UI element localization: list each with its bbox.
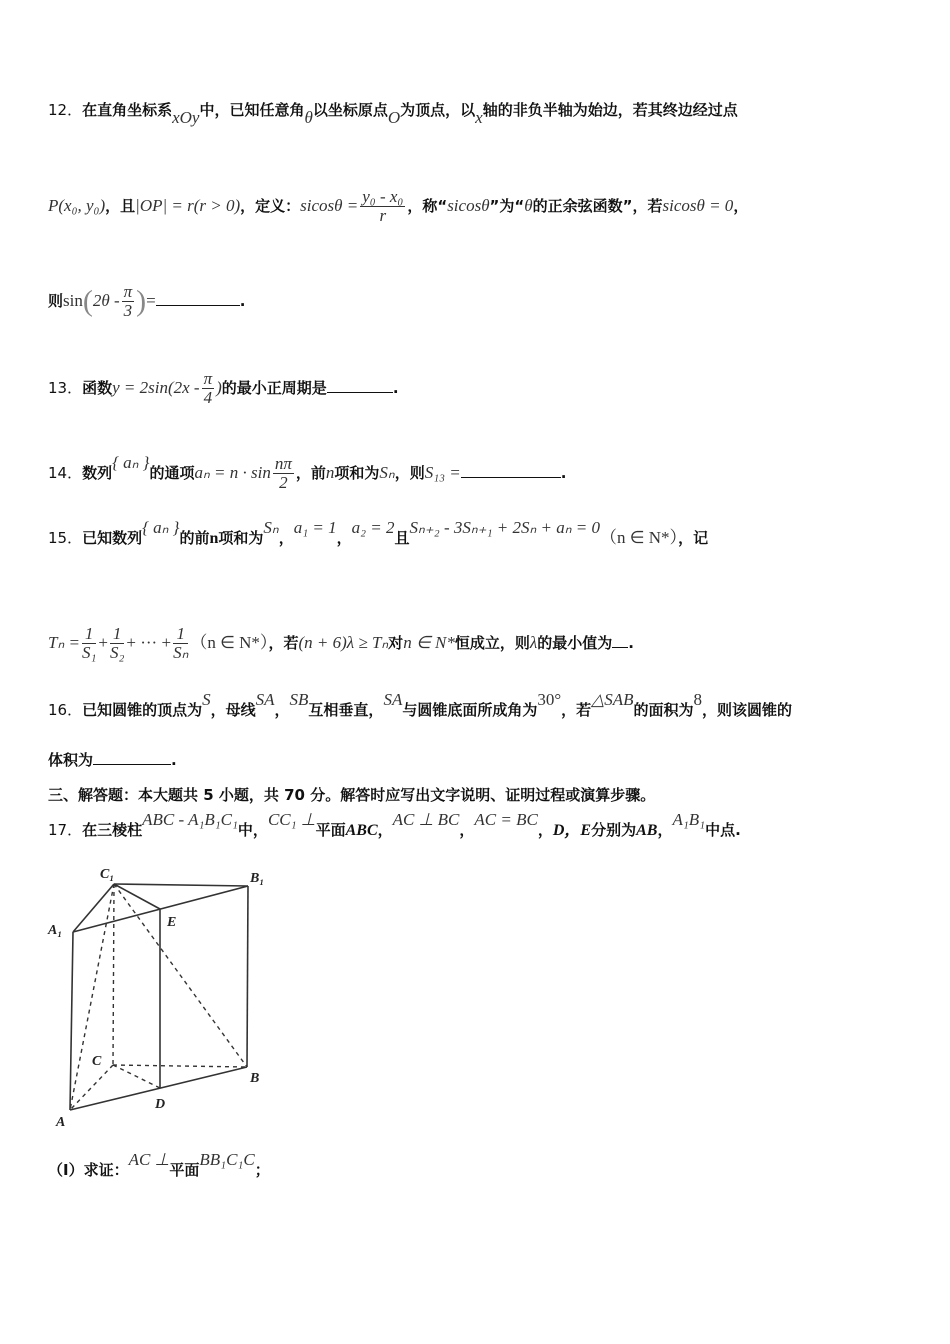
q12-answer-blank[interactable] [156, 291, 240, 306]
edge-b1-b [247, 886, 248, 1067]
prism-figure [40, 860, 290, 1130]
q13-line: 13．函数y = 2sin(2x - $\frac{\pi}{4}$ )的最小正周期是 . [48, 369, 399, 407]
edge-c1-b [114, 884, 247, 1067]
label-c1: C₁ [100, 867, 115, 882]
q16-answer-blank[interactable] [93, 750, 171, 765]
edge-c-d [113, 1065, 160, 1088]
q13-pi-over-4: $\frac{\pi}{4}$ [203, 369, 213, 407]
label-b: B [250, 1071, 260, 1086]
q17-line: 17．在三棱柱ABC - A₁B₁C₁中，CC₁ ⊥平面ABC，AC ⊥ BC，AC = BC，D，E分别为AB，A₁B₁中点. [48, 810, 741, 839]
q12-point-p: P(x₀, y₀) [48, 196, 106, 215]
q12-number: 12． [48, 101, 83, 119]
label-c: C [92, 1054, 102, 1069]
q17-number: 17． [48, 821, 83, 839]
label-a1: A₁ [48, 923, 63, 938]
q14-answer-blank[interactable] [461, 463, 561, 478]
q16-number: 16． [48, 701, 83, 719]
q12-def-fraction: $\frac{\text{y₀ - x₀}}{r}$ [362, 187, 404, 225]
q12-line1: 12．在直角坐标系xOy中，已知任意角θ以坐标原点O为顶点，以x轴的非负半轴为始边，若其终边经过点 [48, 101, 738, 127]
q12-line3: 则sin(2θ - $\frac{\pi}{3}$ )= . [48, 282, 246, 320]
q12-pi-over-3: $\frac{\pi}{3}$ [123, 282, 133, 320]
q15-answer-blank[interactable] [612, 633, 628, 648]
q16-line1: 16．已知圆锥的顶点为S，母线SA，SB互相垂直，SA与圆锥底面所成角为30°，若△SAB的面积为8，则该圆锥的 [48, 690, 793, 719]
q12-xoy: xOy [172, 108, 200, 127]
edge-c-a [70, 1065, 113, 1110]
label-e: E [167, 915, 177, 930]
edge-c1-e [114, 884, 160, 909]
edge-c1-b1 [114, 884, 248, 886]
q15-line2: Tₙ = $\frac{1}{\text{S₁}}$ + $\frac{1}{\text{S₂}}$ + ··· + $\frac{1}{\text{Sₙ}}$ （n ∈ N*），若(n + 6)λ ≥ Tₙ对n ∈ N*恒成立，则λ的最小值为 . [48, 624, 634, 662]
q13-number: 13． [48, 379, 83, 397]
label-b1: B₁ [250, 871, 265, 886]
q16-line2: 体积为 . [48, 751, 177, 769]
q14-line: 14．数列{ aₙ }的通项aₙ = n · sin $\frac{n\pi}{2}$ ，前n项和为Sₙ，则S₁₃ = . [48, 453, 567, 492]
q14-npi-over-2: $\frac{n\pi}{2}$ [274, 454, 292, 492]
q13-answer-blank[interactable] [327, 378, 393, 393]
part1-line: （Ⅰ）求证：AC ⊥平面BB₁C₁C； [48, 1150, 270, 1179]
q15-line1: 15．已知数列{ aₙ }的前n项和为Sₙ，a₁ = 1，a₂ = 2且Sₙ₊₂ - 3Sₙ₊₁ + 2Sₙ + aₙ = 0（n ∈ N*），记 [48, 518, 709, 547]
edge-c-b [113, 1065, 247, 1067]
q14-number: 14． [48, 464, 83, 482]
edge-a1-a [70, 932, 73, 1110]
section-3-header: 三、解答题：本大题共 5 小题，共 70 分。解答时应写出文字说明、证明过程或演算步骤。 [48, 786, 656, 804]
label-a: A [56, 1115, 66, 1130]
edge-a1-c1 [73, 884, 114, 932]
label-d: D [155, 1097, 166, 1112]
q15-number: 15． [48, 529, 83, 547]
q12-line2: P(x₀, y₀)，且|OP| = r(r > 0)，定义：sicosθ = $\frac{\text{y₀ - x₀}}{r}$ ，称“sicosθ”为“θ的正余弦函数”，若sicosθ = 0， [48, 187, 749, 225]
edge-c1-c [113, 884, 114, 1065]
edge-c1-a [70, 884, 114, 1110]
